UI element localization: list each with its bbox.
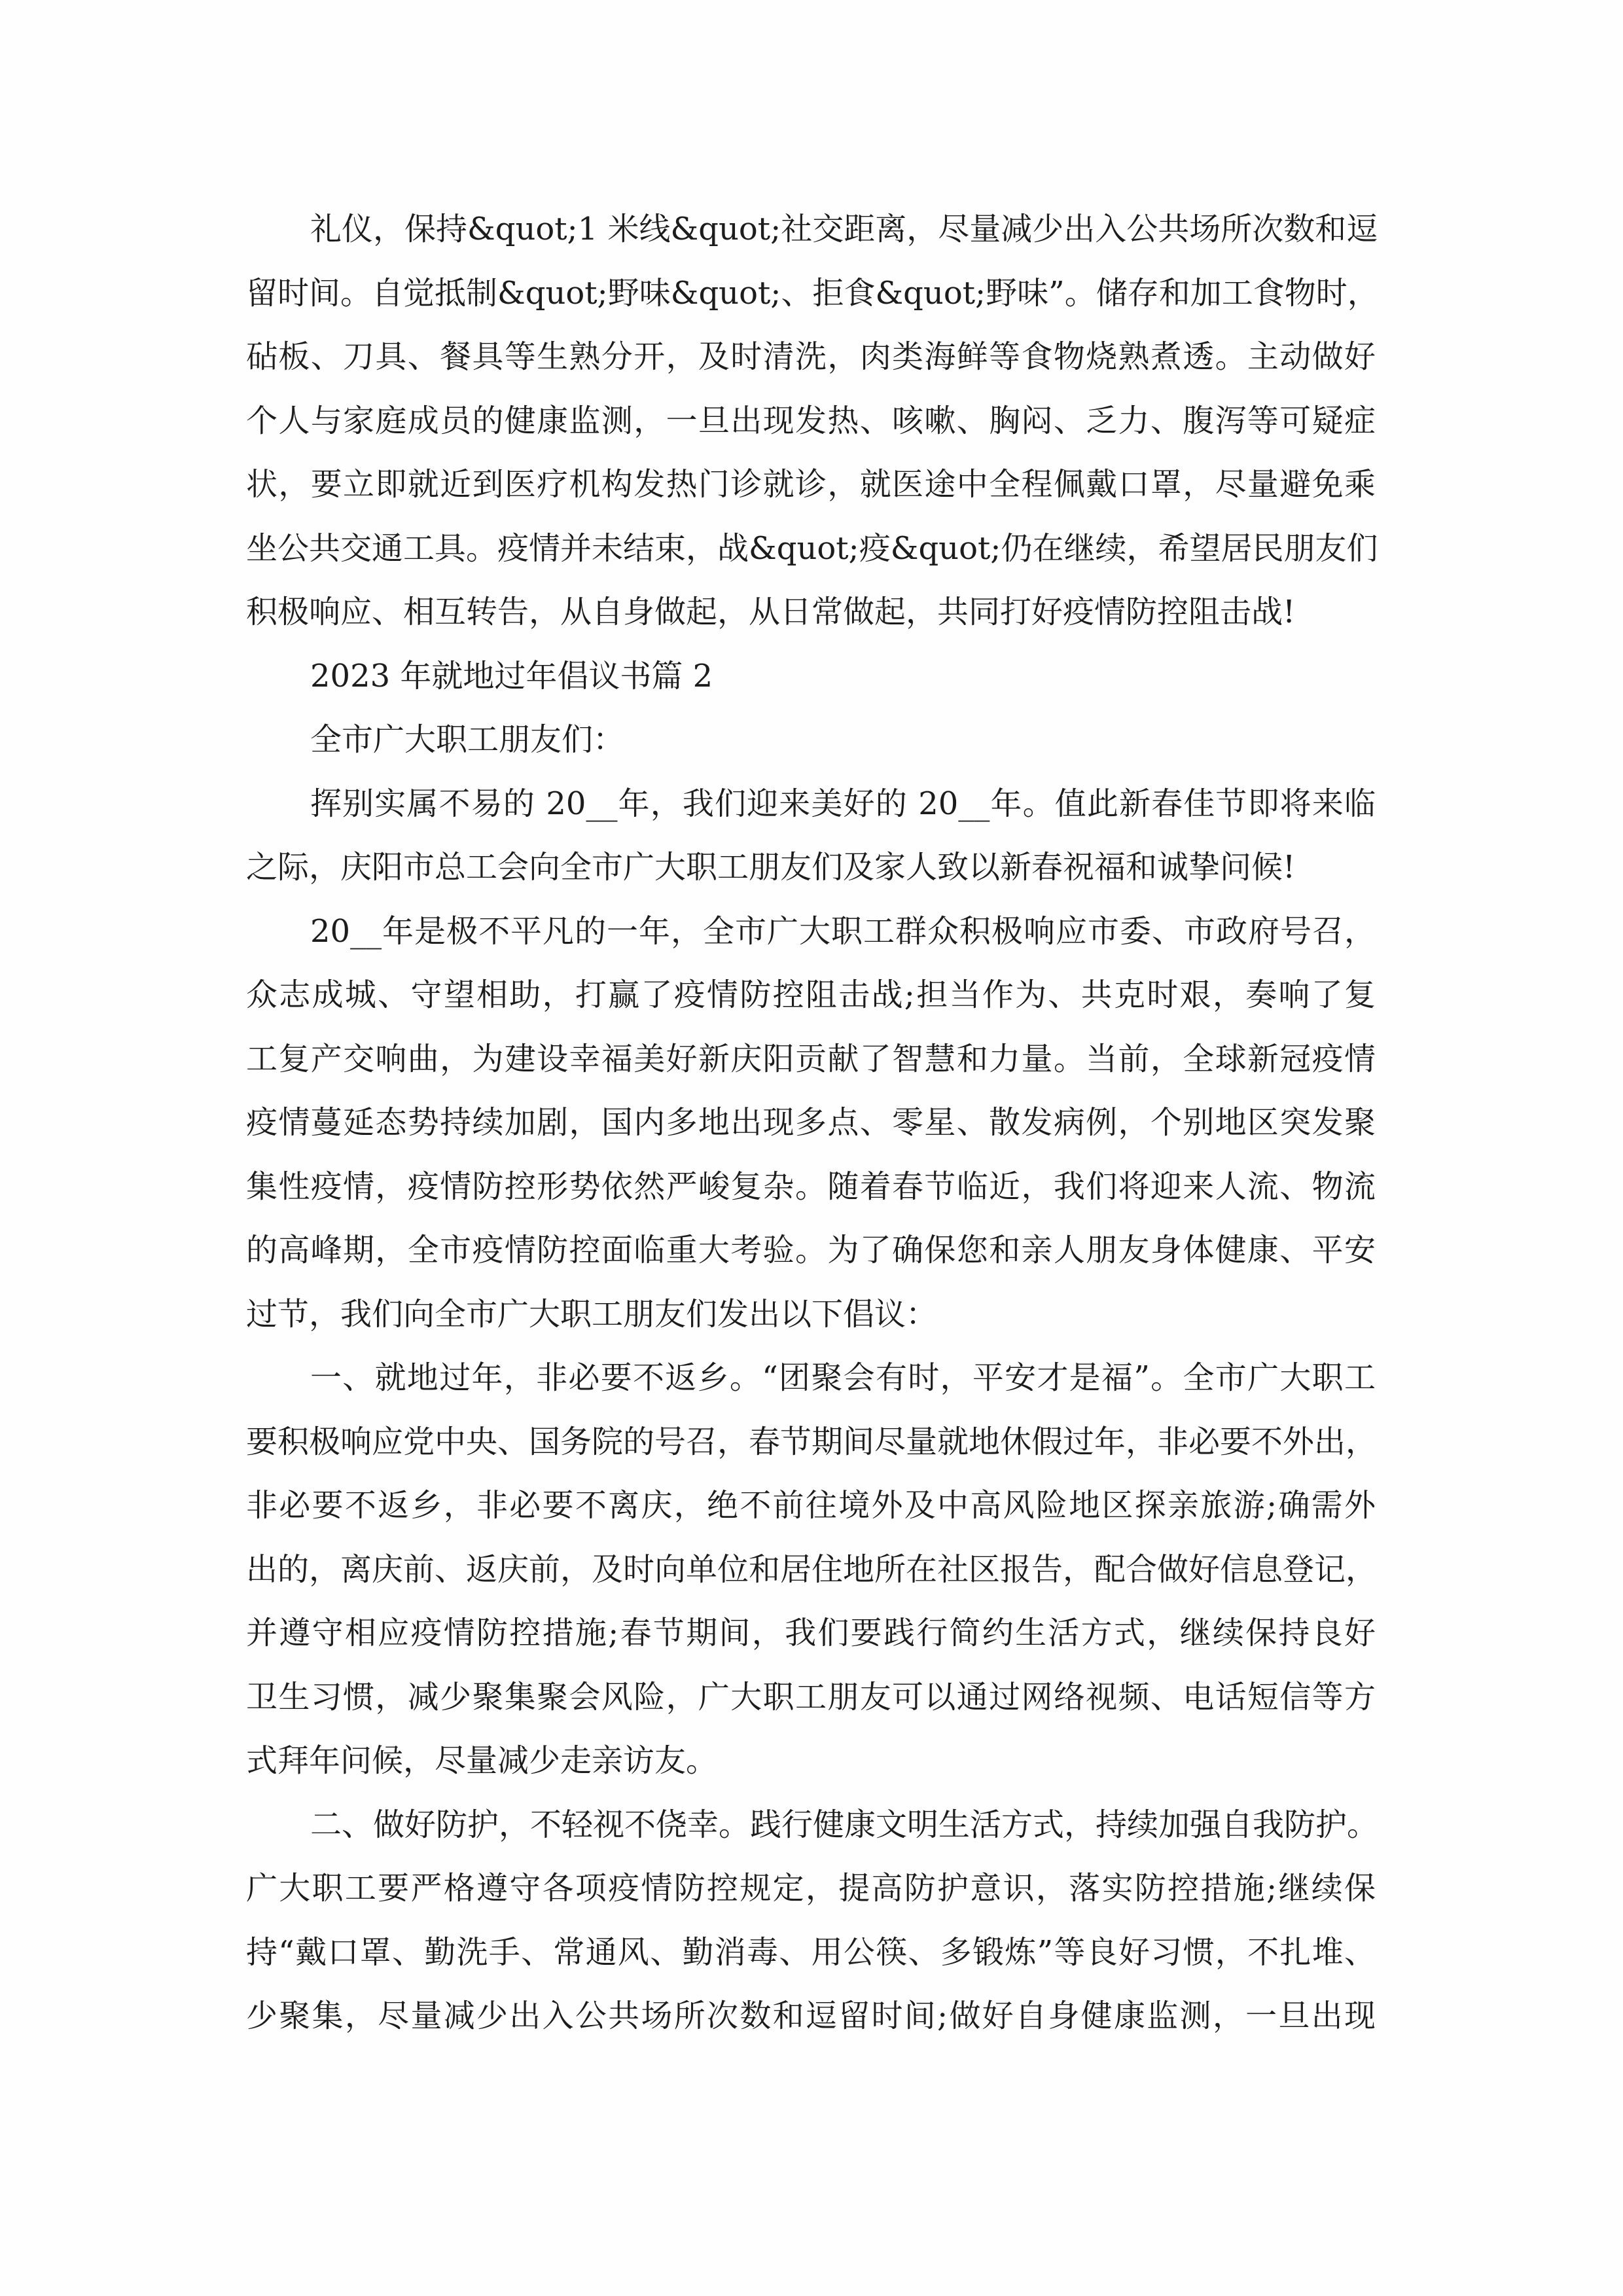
text-line: 礼仪，保持&quot;1 米线&quot;社交距离，尽量减少出入公共场所次数和逗 bbox=[310, 211, 1378, 247]
text-line: 留时间。自觉抵制&quot;野味&quot;、拒食&quot;野味”。储存和加工食物时， bbox=[246, 274, 1379, 312]
text-line: 状，要立即就近到医疗机构发热门诊就诊，就医途中全程佩戴口罩，尽量避免乘 bbox=[246, 466, 1376, 503]
text-line: 疫情蔓延态势持续加剧，国内多地出现多点、零星、散发病例，个别地区突发聚 bbox=[246, 1104, 1376, 1141]
paragraph-greeting bbox=[246, 772, 1376, 900]
text-line: 20__年是极不平凡的一年，全市广大职工群众积极响应市委、市政府号召， bbox=[310, 912, 1376, 950]
text-line: 的高峰期，全市疫情防控面临重大考验。为了确保您和亲人朋友身体健康、平安 bbox=[246, 1232, 1376, 1268]
text-line: 砧板、刀具、餐具等生熟分开，及时清洗，肉类海鲜等食物烧熟煮透。主动做好 bbox=[246, 338, 1376, 375]
text-line: 个人与家庭成员的健康监测，一旦出现发热、咳嗽、胸闷、乏力、腹泻等可疑症 bbox=[246, 402, 1376, 439]
text-line: 式拜年问候，尽量减少走亲访友。 bbox=[246, 1742, 718, 1779]
paragraph-proposal-two bbox=[246, 1793, 1379, 2049]
document-body bbox=[246, 198, 1379, 2049]
text-line: 二、做好防护，不轻视不侥幸。践行健康文明生活方式，持续加强自我防护。 bbox=[310, 1806, 1379, 1843]
text-line: 非必要不返乡，非必要不离庆，绝不前往境外及中高风险地区探亲旅游;确需外 bbox=[246, 1487, 1376, 1524]
text-line: 之际，庆阳市总工会向全市广大职工朋友们及家人致以新春祝福和诚挚问候! bbox=[246, 849, 1296, 886]
text-line: 广大职工要严格遵守各项疫情防控规定，提高防护意识，落实防控措施;继续保 bbox=[246, 1870, 1376, 1907]
paragraph-health-guidance bbox=[246, 198, 1379, 645]
text-line: 众志成城、守望相助，打赢了疫情防控阻击战;担当作为、共克时艰，奏响了复 bbox=[246, 977, 1376, 1013]
text-line: 挥别实属不易的 20__年，我们迎来美好的 20__年。值此新春佳节即将来临 bbox=[310, 785, 1376, 822]
text-line: 过节，我们向全市广大职工朋友们发出以下倡议： bbox=[246, 1295, 938, 1333]
text-line: 工复产交响曲，为建设幸福美好新庆阳贡献了智慧和力量。当前，全球新冠疫情 bbox=[246, 1040, 1376, 1077]
text-line: 少聚集，尽量减少出入公共场所次数和逗留时间;做好自身健康监测，一旦出现 bbox=[246, 1998, 1376, 2034]
text-line: 集性疫情，疫情防控形势依然严峻复杂。随着春节临近，我们将迎来人流、物流 bbox=[246, 1168, 1376, 1205]
text-line: 坐公共交通工具。疫情并未结束，战&quot;疫&quot;仍在继续，希望居民朋友们 bbox=[246, 529, 1378, 567]
section-heading-text: 2023 年就地过年倡议书篇 2 bbox=[310, 657, 713, 694]
paragraph-proposal-one bbox=[246, 1346, 1376, 1793]
text-line: 持“戴口罩、勤洗手、常通风、勤消毒、用公筷、多锻炼”等良好习惯，不扎堆、 bbox=[246, 1933, 1376, 1971]
salutation-text: 全市广大职工朋友们： bbox=[310, 721, 625, 758]
text-line: 并遵守相应疫情防控措施;春节期间，我们要践行简约生活方式，继续保持良好 bbox=[246, 1615, 1376, 1651]
salutation bbox=[246, 708, 1376, 772]
text-line: 要积极响应党中央、国务院的号召，春节期间尽量就地休假过年，非必要不外出， bbox=[246, 1423, 1378, 1460]
text-line: 一、就地过年，非必要不返乡。“团聚会有时，平安才是福”。全市广大职工 bbox=[310, 1359, 1376, 1396]
paragraph-background bbox=[246, 900, 1376, 1347]
text-line: 出的，离庆前、返庆前，及时向单位和居住地所在社区报告，配合做好信息登记， bbox=[246, 1551, 1378, 1588]
text-line: 积极响应、相互转告，从自身做起，从日常做起，共同打好疫情防控阻击战! bbox=[246, 594, 1296, 630]
section-heading bbox=[246, 645, 1376, 709]
text-line: 卫生习惯，减少聚集聚会风险，广大职工朋友可以通过网络视频、电话短信等方 bbox=[246, 1678, 1376, 1715]
